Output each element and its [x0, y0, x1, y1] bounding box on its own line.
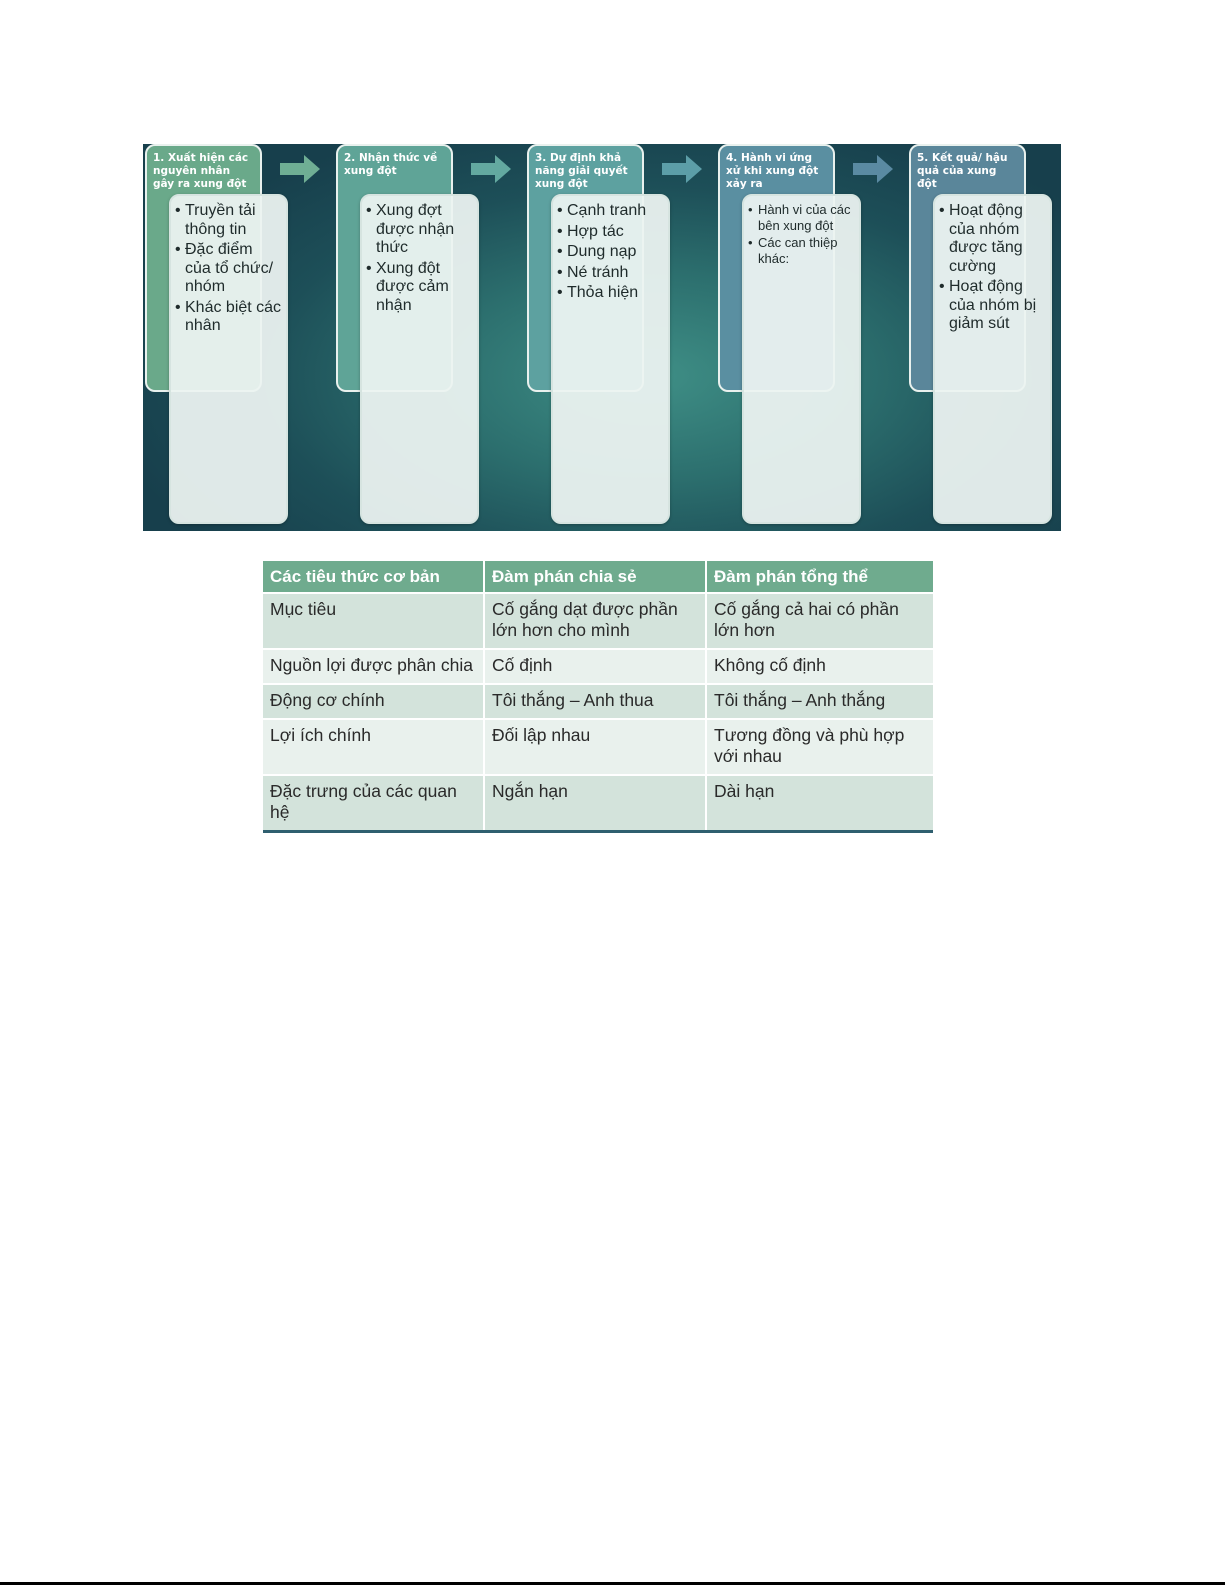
step-3-item: • Dung nạp	[557, 243, 664, 262]
step-1	[143, 144, 291, 531]
table-cell: Không cố định	[706, 649, 933, 684]
step-3-item: • Né tránh	[557, 264, 664, 283]
table-row	[263, 719, 933, 775]
step-4-list	[748, 202, 855, 266]
table-cell: Cố gắng cả hai có phần lớn hơn	[706, 593, 933, 649]
table-cell: Tương đồng và phù hợp với nhau	[706, 719, 933, 775]
step-4	[716, 144, 864, 531]
right-arrow-icon	[853, 154, 893, 184]
step-4-title: 4. Hành vi ứng xử khi xung đột xảy ra	[726, 152, 819, 190]
step-5-body	[933, 194, 1052, 524]
step-3-title: 3. Dự định khả năng giải quyết xung đột	[535, 152, 628, 190]
right-arrow-icon	[280, 154, 320, 184]
step-1-item: • Đặc điểm của tổ chức/ nhóm	[175, 241, 282, 297]
step-2	[334, 144, 482, 531]
table-row	[263, 775, 933, 832]
step-3-item: • Hợp tác	[557, 223, 664, 242]
step-2-item: • Xung đợt được nhận thức	[366, 202, 473, 258]
step-1-title: 1. Xuất hiện các nguyên nhân gây ra xung đột	[153, 152, 249, 190]
table-cell: Đặc trưng của các quan hệ	[263, 775, 484, 832]
step-2-list	[366, 202, 473, 315]
table-cell: Lợi ích chính	[263, 719, 484, 775]
step-3	[525, 144, 673, 531]
table-cell: Đối lập nhau	[484, 719, 706, 775]
step-5-title: 5. Kết quả/ hậu quả của xung đột	[917, 152, 1008, 190]
table-cell: Cố gắng dạt được phần lớn hơn cho mình	[484, 593, 706, 649]
step-1-item: • Truyền tải thông tin	[175, 202, 282, 239]
right-arrow-icon	[662, 154, 702, 184]
table-cell: Mục tiêu	[263, 593, 484, 649]
step-1-item: • Khác biệt các nhân	[175, 299, 282, 336]
column-header: Đàm phán chia sẻ	[484, 561, 706, 593]
table-cell: Tôi thắng – Anh thua	[484, 684, 706, 719]
table-header-row	[263, 561, 933, 593]
step-3-item: • Cạnh tranh	[557, 202, 664, 221]
step-3-item: • Thỏa hiện	[557, 284, 664, 303]
step-2-item: • Xung đột được cảm nhận	[366, 260, 473, 316]
right-arrow-icon	[471, 154, 511, 184]
table-cell: Nguồn lợi được phân chia	[263, 649, 484, 684]
step-3-body	[551, 194, 670, 524]
step-5-list	[939, 202, 1046, 334]
step-5-item: • Hoạt động của nhóm được tăng cường	[939, 202, 1046, 276]
step-3-list	[557, 202, 664, 303]
table-row	[263, 684, 933, 719]
column-header: Đàm phán tổng thể	[706, 561, 933, 593]
step-2-title: 2. Nhận thức về xung đột	[344, 152, 438, 177]
step-4-item: • Hành vi của các bên xung đột	[748, 202, 855, 233]
table-cell: Tôi thắng – Anh thắng	[706, 684, 933, 719]
table-cell: Dài hạn	[706, 775, 933, 832]
step-2-body	[360, 194, 479, 524]
table-cell: Ngắn hạn	[484, 775, 706, 832]
column-header: Các tiêu thức cơ bản	[263, 561, 484, 593]
step-5-item: • Hoạt động của nhóm bị giảm sút	[939, 278, 1046, 334]
table-cell: Động cơ chính	[263, 684, 484, 719]
step-5	[907, 144, 1055, 531]
step-4-item: • Các can thiệp khác:	[748, 235, 855, 266]
negotiation-comparison-table	[263, 561, 933, 833]
step-4-body	[742, 194, 861, 524]
conflict-process-diagram	[143, 144, 1061, 531]
step-1-body	[169, 194, 288, 524]
step-1-list	[175, 202, 282, 336]
table-row	[263, 649, 933, 684]
table-cell: Cố định	[484, 649, 706, 684]
table-row	[263, 593, 933, 649]
